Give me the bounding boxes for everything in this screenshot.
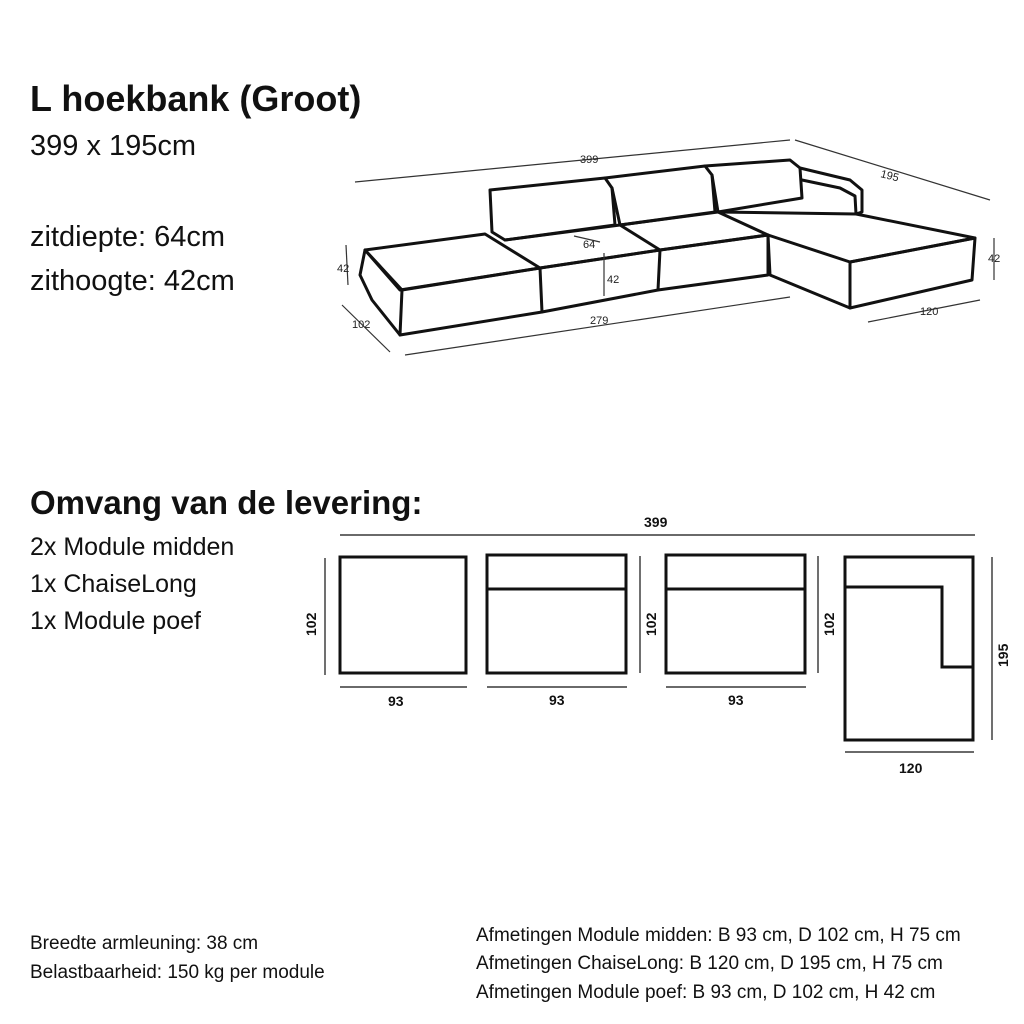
chaise-arm bbox=[800, 168, 862, 214]
seat-2-front bbox=[658, 235, 768, 290]
dim-total-depth: 195 bbox=[879, 168, 900, 185]
spec-module-poef: Afmetingen Module poef: B 93 cm, D 102 cm, H 42 cm bbox=[476, 982, 936, 1003]
backrest-1 bbox=[490, 178, 615, 240]
dim-seat-height: 42 bbox=[607, 274, 620, 286]
plan-total-width: 399 bbox=[644, 514, 668, 530]
delivery-title: Omvang van de levering: bbox=[30, 484, 423, 521]
seat-depth-text: zitdiepte: 64cm bbox=[30, 221, 226, 253]
chaise-front bbox=[850, 238, 975, 308]
overall-size: 399 x 195cm bbox=[30, 130, 197, 162]
dim-total-width: 399 bbox=[580, 154, 599, 166]
plan-width-3: 93 bbox=[728, 692, 744, 708]
dim-height-right: 42 bbox=[988, 253, 1001, 265]
page-title: L hoekbank (Groot) bbox=[30, 78, 362, 119]
module-midden-1 bbox=[487, 555, 626, 673]
spec-module-midden: Afmetingen Module midden: B 93 cm, D 102 cm, H 75 cm bbox=[476, 925, 961, 946]
dim-height-left: 42 bbox=[337, 263, 350, 275]
seat-1-front bbox=[540, 250, 660, 312]
backrest-3 bbox=[705, 160, 802, 212]
dim-chaise-width: 120 bbox=[920, 306, 939, 318]
dim-front-length: 279 bbox=[590, 315, 609, 327]
module-poef bbox=[340, 557, 466, 673]
module-midden-2 bbox=[666, 555, 805, 673]
armrest-note: Breedte armleuning: 38 cm bbox=[30, 933, 259, 954]
backrest-2 bbox=[605, 166, 715, 225]
load-note: Belastbaarheid: 150 kg per module bbox=[30, 962, 325, 983]
delivery-item: 1x Module poef bbox=[30, 607, 201, 635]
plan-depth-1: 102 bbox=[303, 612, 319, 636]
dim-seat-depth: 64 bbox=[583, 239, 596, 251]
plan-width-4: 120 bbox=[899, 760, 923, 776]
chaise-side bbox=[768, 235, 850, 308]
delivery-item: 1x ChaiseLong bbox=[30, 570, 197, 598]
plan-depth-4: 195 bbox=[995, 643, 1011, 667]
module-chaiselong bbox=[845, 557, 973, 740]
plan-width-2: 93 bbox=[549, 692, 565, 708]
plan-width-1: 93 bbox=[388, 693, 404, 709]
pouf-front bbox=[400, 268, 542, 335]
plan-depth-2: 102 bbox=[643, 612, 659, 636]
delivery-item: 2x Module midden bbox=[30, 533, 235, 561]
spec-chaiselong: Afmetingen ChaiseLong: B 120 cm, D 195 cm, H 75 cm bbox=[476, 953, 943, 974]
plan-depth-3: 102 bbox=[821, 612, 837, 636]
dim-depth-left: 102 bbox=[352, 319, 371, 331]
seat-height-text: zithoogte: 42cm bbox=[30, 265, 235, 297]
